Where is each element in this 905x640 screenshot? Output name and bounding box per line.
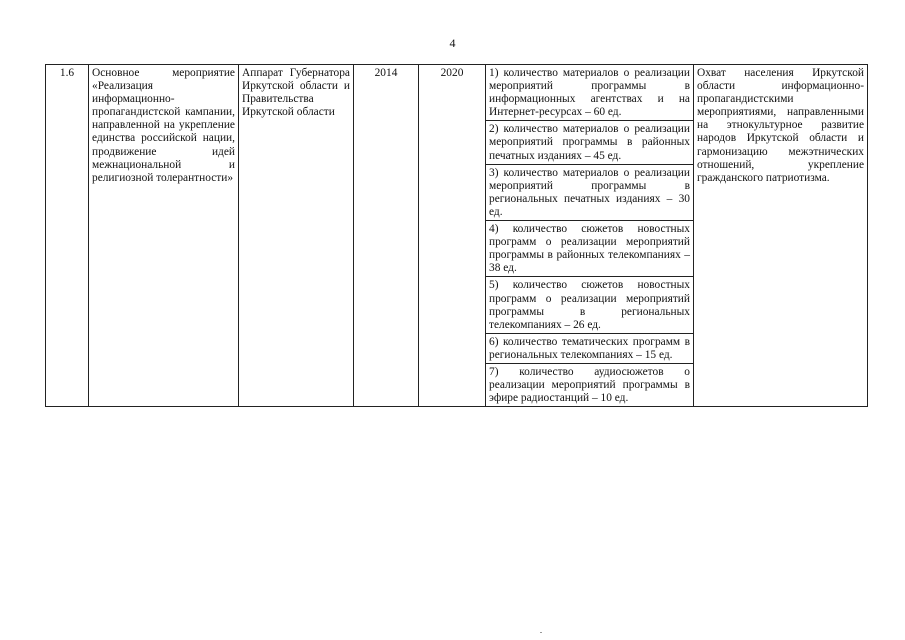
row-number-cell: 1.6 [46, 65, 89, 407]
executor-cell: Аппарат Губернатора Иркутской области и Правительства Иркутской области [239, 65, 354, 407]
scan-mark [540, 632, 542, 633]
indicator-cell: 1) количество материалов о реализации мероприятий программы в информационных агентствах и на Интернет-ресурсах – 60 ед. [486, 65, 694, 121]
indicator-cell: 7) количество аудиосюжетов о реализации мероприятий программы в эфире радиостанций – 10 ед. [486, 363, 694, 406]
indicator-cell: 4) количество сюжетов новостных программ о реализации мероприятий программы в районных телекомпаниях – 38 ед. [486, 221, 694, 277]
table-row [46, 65, 868, 121]
indicator-cell: 5) количество сюжетов новостных программ о реализации мероприятий программы в региональных телекомпаниях – 26 ед. [486, 277, 694, 333]
page-number: 4 [449, 36, 456, 50]
indicator-cell: 3) количество материалов о реализации мероприятий программы в региональных печатных изданиях – 30 ед. [486, 164, 694, 220]
start-year-cell: 2014 [354, 65, 419, 407]
indicator-cell: 6) количество тематических программ в региональных телекомпаниях – 15 ед. [486, 333, 694, 363]
indicator-cell: 2) количество материалов о реализации мероприятий программы в районных печатных изданиях – 45 ед. [486, 121, 694, 164]
program-table [45, 64, 868, 407]
result-cell: Охват населения Иркутской области информационно-пропагандистскими мероприятиями, направленными на этнокультурное развитие народов Иркутской области и гармонизацию межэтнических отношений, укрепление гражданского патриотизма. [694, 65, 868, 407]
event-name-cell: Основное мероприятие «Реализация информационно-пропагандистской кампании, направленной на укрепление единства российской нации, продвижение идей межнациональной и религиозной толерантности» [89, 65, 239, 407]
end-year-cell: 2020 [419, 65, 486, 407]
